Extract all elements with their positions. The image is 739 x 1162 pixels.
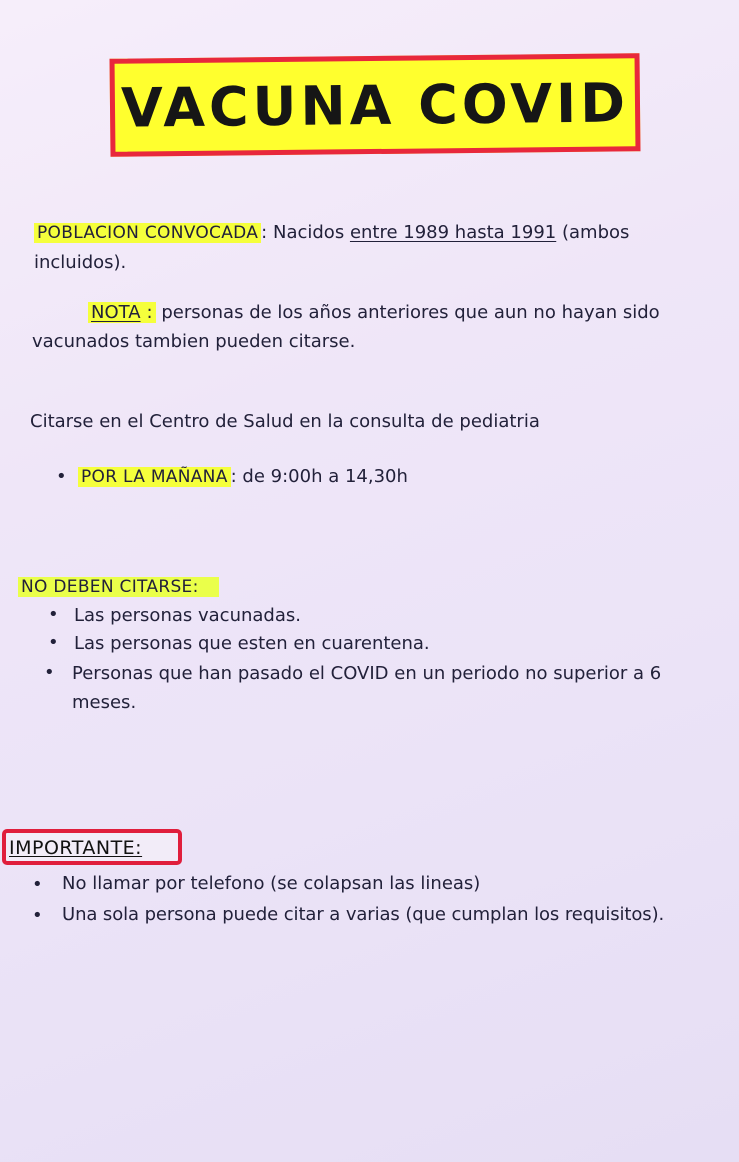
nota-text: personas de los años anteriores que aun no hayan sido — [161, 302, 660, 323]
poblacion-text-before: Nacidos — [272, 222, 345, 243]
list-item: Las personas que esten en cuarentena. — [74, 633, 430, 654]
nota-line-1 — [88, 298, 660, 328]
poblacion-colon: : — [261, 222, 268, 243]
poblacion-line-2: incluidos). — [34, 252, 127, 273]
poblacion-text-after: (ambos — [561, 222, 630, 243]
list-item: Una sola persona puede citar a varias (que cumplan los requisitos). — [62, 904, 665, 925]
nota-line-2: vacunados tambien pueden citarse. — [32, 331, 356, 352]
page-title: VACUNA COVID — [120, 70, 630, 140]
poblacion-years: entre 1989 hasta 1991 — [349, 222, 557, 243]
citarse-text: Citarse en el Centro de Salud en la consulta de pediatria — [30, 411, 540, 432]
bullet-dot: • — [32, 905, 43, 926]
nota-label: NOTA — [88, 302, 144, 323]
nota-colon: : — [144, 302, 156, 323]
list-item: No llamar por telefono (se colapsan las lineas) — [62, 873, 481, 894]
list-item: Las personas vacunadas. — [74, 605, 301, 626]
poblacion-line-1 — [34, 218, 629, 248]
no-deben-label: NO DEBEN CITARSE: — [18, 577, 219, 597]
bullet-dot: • — [32, 874, 43, 895]
poblacion-label: POBLACION CONVOCADA — [34, 223, 261, 243]
title-banner — [110, 53, 641, 157]
bullet-dot: • — [48, 604, 59, 625]
importante-heading: IMPORTANTE: — [9, 837, 143, 859]
morning-hours — [78, 462, 408, 492]
bullet-dot: • — [44, 662, 55, 683]
morning-label: POR LA MAÑANA — [78, 467, 231, 487]
list-item-continued: meses. — [72, 692, 137, 713]
list-item: Personas que han pasado el COVID en un periodo no superior a 6 — [72, 663, 662, 684]
bullet-dot: • — [48, 632, 59, 653]
no-deben-heading — [18, 572, 219, 602]
bullet-dot: • — [56, 466, 67, 487]
morning-time: : de 9:00h a 14,30h — [230, 466, 408, 487]
